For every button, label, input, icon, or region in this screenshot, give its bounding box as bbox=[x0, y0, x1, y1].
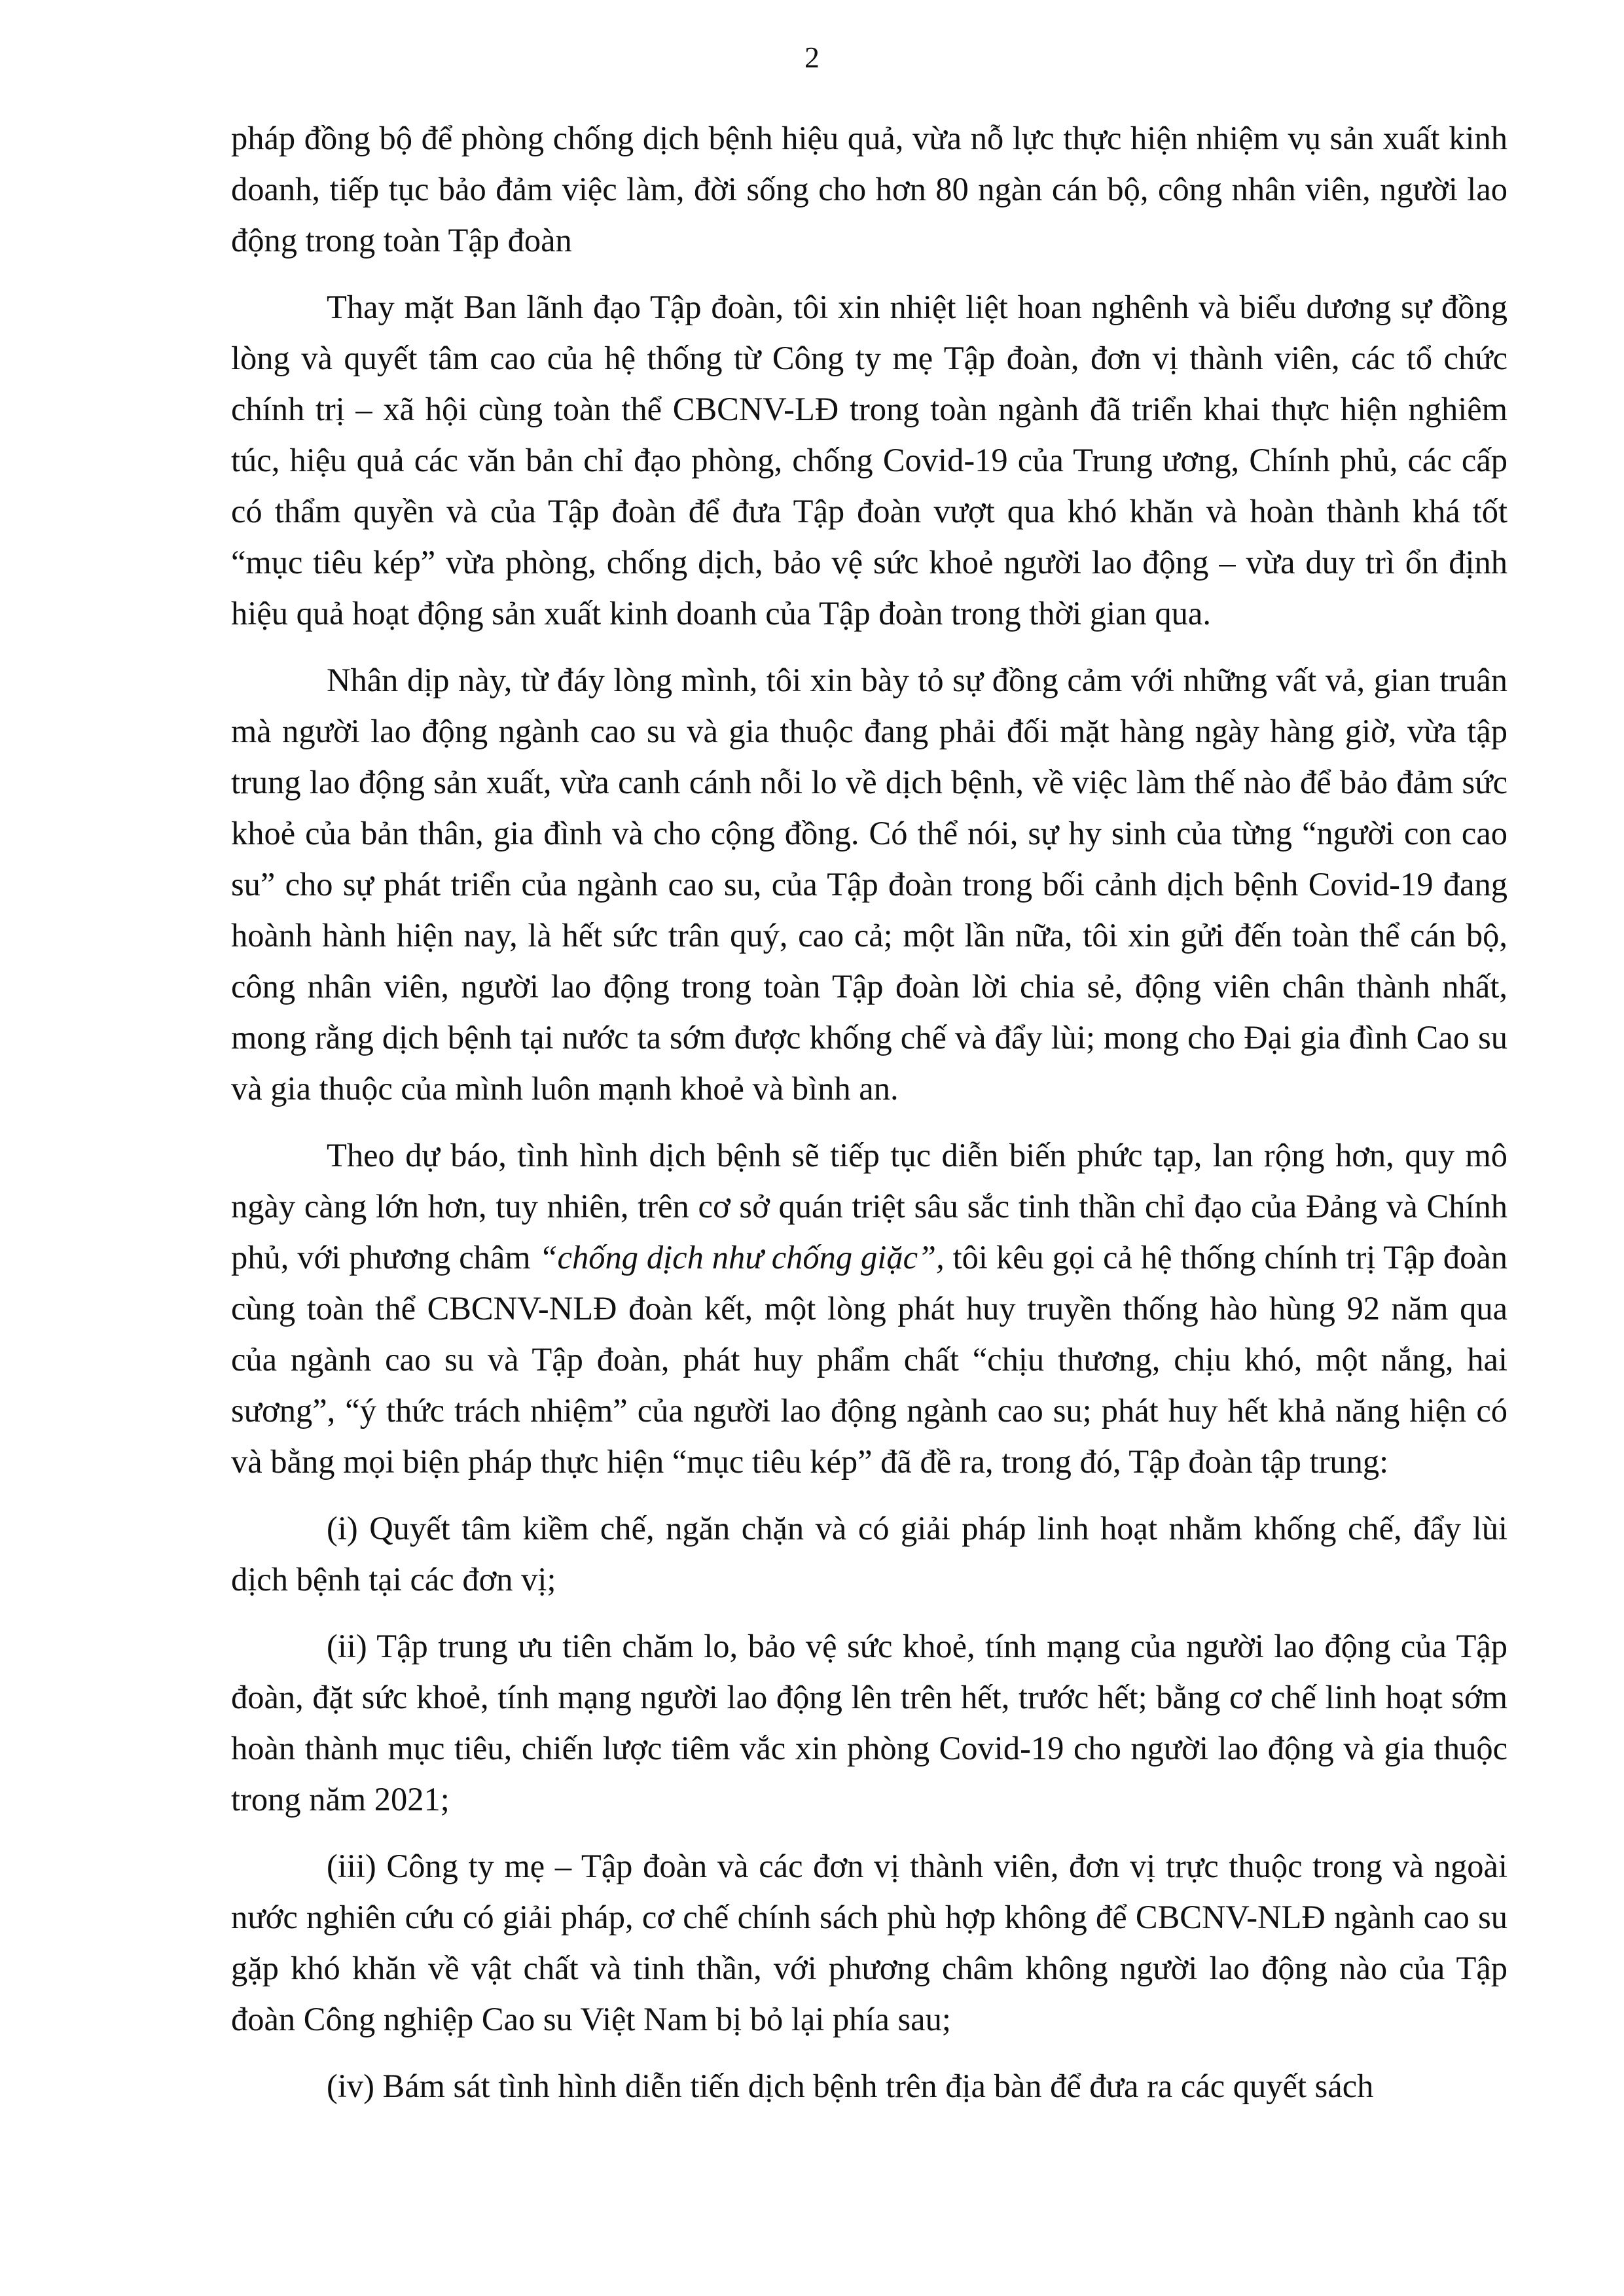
list-item-ii: (ii) Tập trung ưu tiên chăm lo, bảo vệ sức khoẻ, tính mạng của người lao động của Tập đoàn, đặt sức khoẻ, tính mạng người lao động lên trên hết, trước hết; bằng cơ chế linh hoạt sớm hoàn thành mục tiêu, chiến lược tiêm vắc xin phòng Covid-19 cho người lao động và gia thuộc trong năm 2021; bbox=[231, 1628, 1507, 1818]
list-item-iii: (iii) Công ty mẹ – Tập đoàn và các đơn vị thành viên, đơn vị trực thuộc trong và ngoài nước nghiên cứu có giải pháp, cơ chế chính sách phù hợp không để CBCNV-NLĐ ngành cao su gặp khó khăn về vật chất và tinh thần, với phương châm không người lao động nào của Tập đoàn Công nghiệp Cao su Việt Nam bị bỏ lại phía sau; bbox=[231, 1848, 1507, 2037]
paragraph-call-to-action bbox=[231, 1130, 1507, 1487]
paragraph-continuation: pháp đồng bộ để phòng chống dịch bệnh hiệu quả, vừa nỗ lực thực hiện nhiệm vụ sản xuất kinh doanh, tiếp tục bảo đảm việc làm, đời sống cho hơn 80 ngàn cán bộ, công nhân viên, người lao động trong toàn Tập đoàn bbox=[231, 120, 1507, 259]
call-to-action-text-end: tôi kêu gọi cả hệ thống chính trị Tập đoàn cùng toàn thể CBCNV-NLĐ đoàn kết, một lòng phát huy truyền thống hào hùng 92 năm qua của ngành cao su và Tập đoàn, phát huy phẩm chất “chịu thương, chịu khó, một nắng, hai sương”, “ý thức trách nhiệm” của người lao động ngành cao su; phát huy hết khả năng hiện có và bằng mọi biện pháp thực hiện “mục tiêu kép” đã đề ra, trong đó, Tập đoàn tập trung: bbox=[231, 1239, 1507, 1480]
motto-quote: “chống dịch như chống giặc”, bbox=[539, 1239, 945, 1276]
call-to-action-text-start: Theo dự báo, tình hình dịch bệnh sẽ tiếp tục diễn biến phức tạp, lan rộng hơn, quy mô ngày càng lớn hơn, tuy nhiên, trên cơ sở quán triệt sâu sắc tinh thần chỉ đạo của Đảng và Chính phủ, với phương châm bbox=[231, 1137, 1507, 1276]
document-body bbox=[231, 113, 1507, 2127]
paragraph-sympathy: Nhân dịp này, từ đáy lòng mình, tôi xin bày tỏ sự đồng cảm với những vất vả, gian truân mà người lao động ngành cao su và gia thuộc đang phải đối mặt hàng ngày hàng giờ, vừa tập trung lao động sản xuất, vừa canh cánh nỗi lo về dịch bệnh, về việc làm thế nào để bảo đảm sức khoẻ của bản thân, gia đình và cho cộng đồng. Có thể nói, sự hy sinh của từng “người con cao su” cho sự phát triển của ngành cao su, của Tập đoàn trong bối cảnh dịch bệnh Covid-19 đang hoành hành hiện nay, là hết sức trân quý, cao cả; một lần nữa, tôi xin gửi đến toàn thể cán bộ, công nhân viên, người lao động trong toàn Tập đoàn lời chia sẻ, động viên chân thành nhất, mong rằng dịch bệnh tại nước ta sớm được khống chế và đẩy lùi; mong cho Đại gia đình Cao su và gia thuộc của mình luôn mạnh khoẻ và bình an. bbox=[231, 662, 1507, 1107]
list-item-i: (i) Quyết tâm kiềm chế, ngăn chặn và có giải pháp linh hoạt nhằm khống chế, đẩy lùi dịch bệnh tại các đơn vị; bbox=[231, 1510, 1507, 1598]
paragraph-acknowledgement: Thay mặt Ban lãnh đạo Tập đoàn, tôi xin nhiệt liệt hoan nghênh và biểu dương sự đồng lòng và quyết tâm cao của hệ thống từ Công ty mẹ Tập đoàn, đơn vị thành viên, các tổ chức chính trị – xã hội cùng toàn thể CBCNV-LĐ trong toàn ngành đã triển khai thực hiện nghiêm túc, hiệu quả các văn bản chỉ đạo phòng, chống Covid-19 của Trung ương, Chính phủ, các cấp có thẩm quyền và của Tập đoàn để đưa Tập đoàn vượt qua khó khăn và hoàn thành khá tốt “mục tiêu kép” vừa phòng, chống dịch, bảo vệ sức khoẻ người lao động – vừa duy trì ổn định hiệu quả hoạt động sản xuất kinh doanh của Tập đoàn trong thời gian qua. bbox=[231, 289, 1507, 632]
page-number: 2 bbox=[804, 41, 820, 74]
list-item-iv: (iv) Bám sát tình hình diễn tiến dịch bệnh trên địa bàn để đưa ra các quyết sách bbox=[327, 2068, 1374, 2104]
